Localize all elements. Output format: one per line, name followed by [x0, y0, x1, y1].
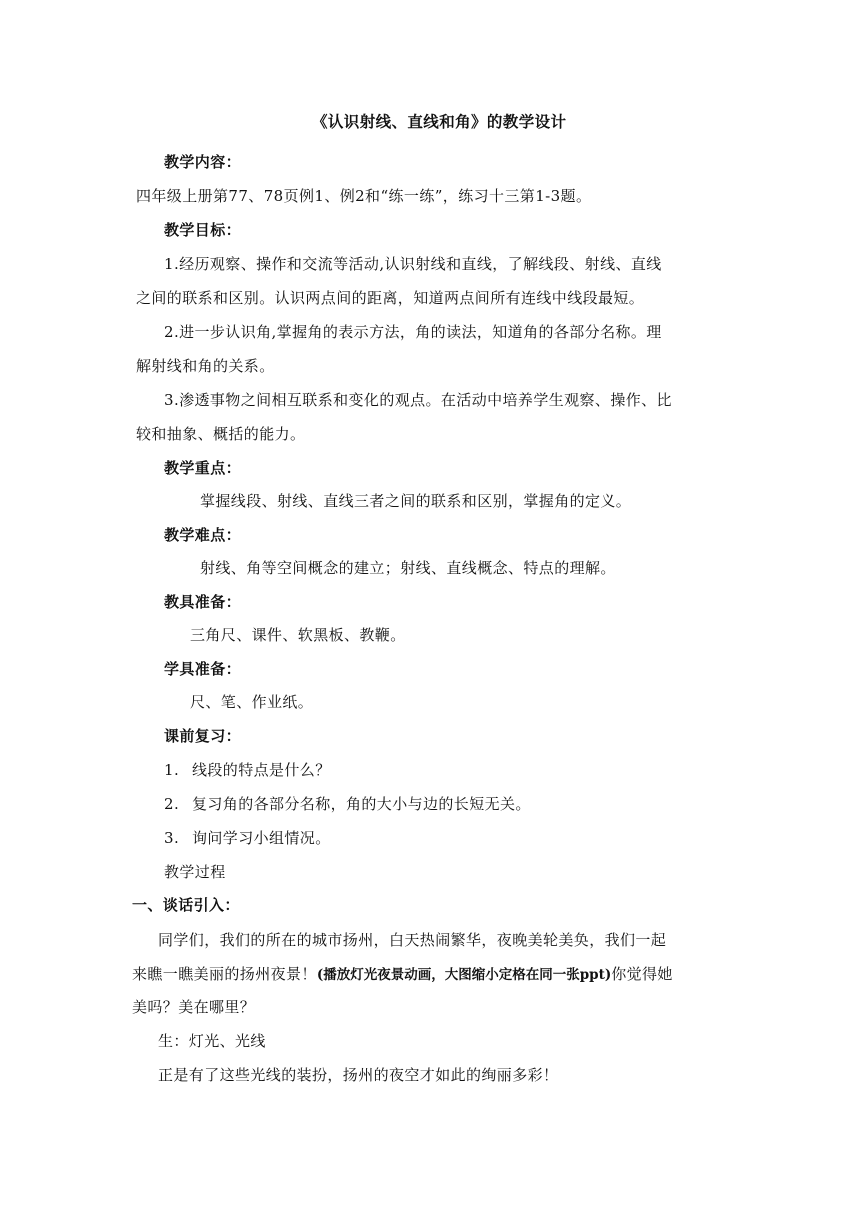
difficulties-heading: 教学难点： [164, 526, 242, 544]
intro-paragraph-line-3: 美吗？美在哪里？ [132, 998, 256, 1016]
content-heading: 教学内容： [164, 153, 242, 171]
key-points-text: 掌握线段、射线、直线三者之间的联系和区别，掌握角的定义。 [200, 492, 632, 510]
document-title: 《认识射线、直线和角》的教学设计 [312, 112, 567, 131]
intro-paragraph-line-2-end: 你觉得她 [611, 965, 673, 983]
review-item-1-text: 线段的特点是什么？ [192, 761, 331, 779]
objective-3-line-2: 较和抽象、概括的能力。 [136, 425, 306, 443]
student-reply: 生：灯光、光线 [158, 1032, 266, 1050]
objective-2-line-1: 2.进一步认识角,掌握角的表示方法，角的读法，知道角的各部分名称。理 [164, 323, 662, 341]
section-1-heading: 一、谈话引入： [132, 896, 240, 914]
stage-direction-note: (播放灯光夜景动画，大图缩小定格在同一张ppt) [316, 967, 612, 983]
review-item-2-text: 复习角的各部分名称，角的大小与边的长短无关。 [192, 795, 531, 813]
intro-paragraph-line-2 [132, 964, 673, 985]
student-tools-heading: 学具准备： [164, 660, 242, 678]
closing-sentence: 正是有了这些光线的装扮，扬州的夜空才如此的绚丽多彩！ [158, 1066, 559, 1084]
teaching-tools-heading: 教具准备： [164, 593, 242, 611]
key-points-heading: 教学重点： [164, 459, 242, 477]
review-item-2-number: 2. [164, 795, 180, 813]
review-item-3-number: 3. [164, 829, 180, 847]
process-heading: 教学过程 [164, 863, 226, 881]
objective-1-line-2: 之间的联系和区别。认识两点间的距离，知道两点间所有连线中线段最短。 [136, 289, 645, 307]
objectives-heading: 教学目标： [164, 221, 242, 239]
student-tools-text: 尺、笔、作业纸。 [190, 693, 314, 711]
review-item-1-number: 1. [164, 761, 180, 779]
review-heading: 课前复习： [164, 727, 242, 745]
review-item-3-text: 询问学习小组情况。 [192, 829, 331, 847]
teaching-tools-text: 三角尺、课件、软黑板、教鞭。 [190, 626, 406, 644]
intro-paragraph-line-1: 同学们，我们的所在的城市扬州，白天热闹繁华，夜晚美轮美奂，我们一起 [158, 931, 667, 949]
objective-2-line-2: 解射线和角的关系。 [136, 357, 275, 375]
intro-paragraph-line-2-start: 来瞧一瞧美丽的扬州夜景！ [132, 965, 317, 983]
objective-3-line-1: 3.渗透事物之间相互联系和变化的观点。在活动中培养学生观察、操作、比 [164, 391, 672, 409]
difficulties-text: 射线、角等空间概念的建立；射线、直线概念、特点的理解。 [200, 559, 616, 577]
objective-1-line-1: 1.经历观察、操作和交流等活动,认识射线和直线，了解线段、射线、直线 [164, 255, 662, 273]
content-text: 四年级上册第77、78页例1、例2和“练一练”，练习十三第1-3题。 [136, 187, 592, 205]
